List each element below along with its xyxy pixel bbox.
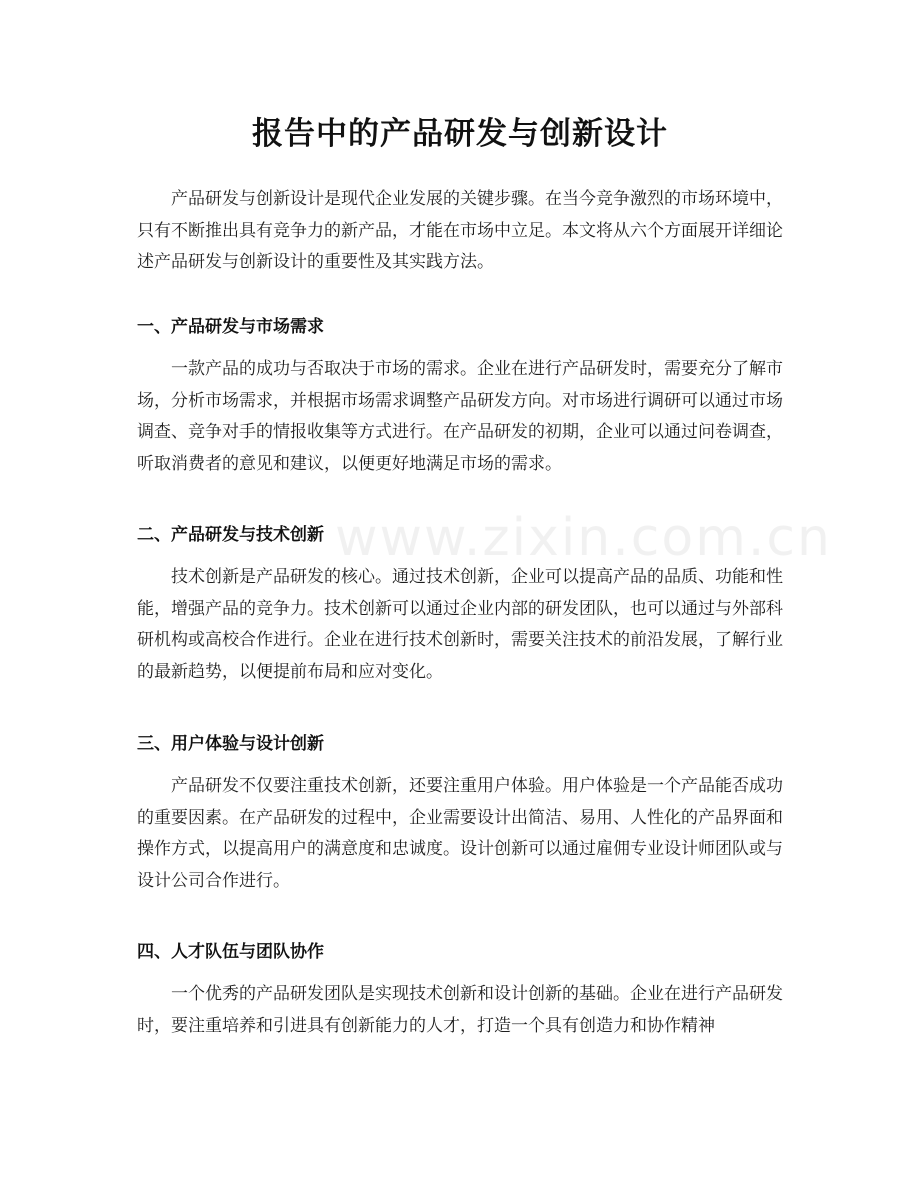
section-body-2: 技术创新是产品研发的核心。通过技术创新，企业可以提高产品的品质、功能和性能，增强产品的竞争力。技术创新可以通过企业内部的研发团队，也可以通过与外部科研机构或高校合作进行。企业在进行技术创新时，需要关注技术的前沿发展，了解行业的最新趋势，以便提前布局和应对变化。 xyxy=(137,567,783,682)
document-title: 报告中的产品研发与创新设计 xyxy=(252,116,668,152)
section-heading-3: 三、用户体验与设计创新 xyxy=(137,734,324,754)
section-heading-1: 一、产品研发与市场需求 xyxy=(137,317,324,337)
section-body-1: 一款产品的成功与否取决于市场的需求。企业在进行产品研发时，需要充分了解市场，分析市场需求，并根据市场需求调整产品研发方向。对市场进行调研可以通过市场调查、竞争对手的情报收集等方式进行。在产品研发的初期，企业可以通过问卷调查，听取消费者的意见和建议，以便更好地满足市场的需求。 xyxy=(137,359,783,474)
intro-paragraph: 产品研发与创新设计是现代企业发展的关键步骤。在当今竞争激烈的市场环境中，只有不断推出具有竞争力的新产品，才能在市场中立足。本文将从六个方面展开详细论述产品研发与创新设计的重要性及其实践方法。 xyxy=(137,189,783,272)
section-body-4: 一个优秀的产品研发团队是实现技术创新和设计创新的基础。企业在进行产品研发时，要注重培养和引进具有创新能力的人才，打造一个具有创造力和协作精神 xyxy=(137,984,783,1036)
watermark: www.zixin.com.cn xyxy=(335,508,832,568)
section-body-3: 产品研发不仅要注重技术创新，还要注重用户体验。用户体验是一个产品能否成功的重要因素。在产品研发的过程中，企业需要设计出简洁、易用、人性化的产品界面和操作方式，以提高用户的满意度和忠诚度。设计创新可以通过雇佣专业设计师团队或与设计公司合作进行。 xyxy=(137,776,783,891)
section-heading-4: 四、人才队伍与团队协作 xyxy=(137,942,324,962)
section-heading-2: 二、产品研发与技术创新 xyxy=(137,525,324,545)
